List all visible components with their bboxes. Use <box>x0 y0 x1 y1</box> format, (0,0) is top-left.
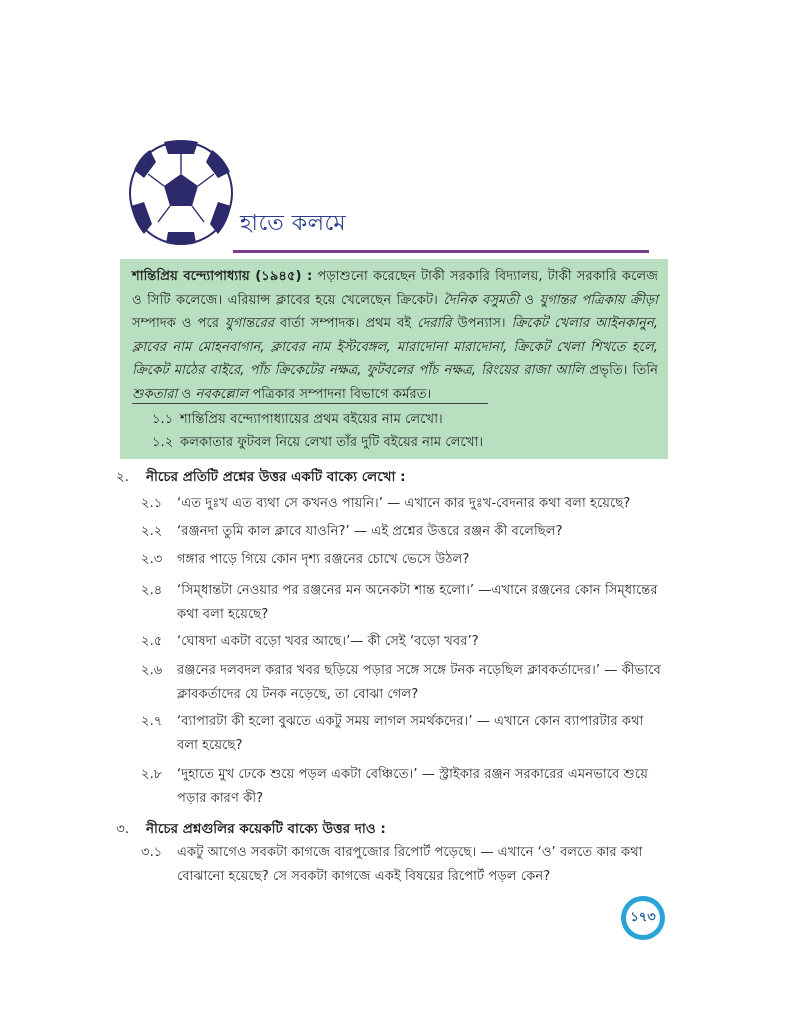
question-number: ২.৬ <box>141 663 163 678</box>
bio-italic: যুগান্তর পত্রিকায় ক্রীড়া <box>539 292 659 308</box>
question-text: ‘ব্যাপারটা কী হলো বুঝতে একটু সময় লাগল সমর্থকদের।’ — এখানে কোন ব্যাপারটার কথা বলা হয়েছে? <box>177 714 644 753</box>
question-number: ২.৭ <box>141 714 163 729</box>
question-item <box>141 841 666 889</box>
bio-line: উপন্যাস। <box>451 316 512 332</box>
question-text: শান্তিপ্রিয় বন্দ্যোপাধ্যায়ের প্রথম বইয়ের নাম লেখো। <box>180 412 443 427</box>
question-text: কলকাতার ফুটবল নিয়ে লেখা তাঁর দুটি বইয়ের নাম লেখো। <box>180 435 484 450</box>
question-item <box>141 520 666 544</box>
question-number: ১.১ <box>152 412 174 427</box>
question-item <box>141 659 666 707</box>
question-text: একটু আগেও সবকটা কাগজে বারপুজোর রিপোর্ট পড়েছে। — এখানে ‘ও’ বলতে কার কথা বোঝানো হয়েছে? সে সবকটা কাগজে একই বিষয়ের রিপোর্ট পড়ল কেন? <box>177 845 643 884</box>
bio-divider <box>132 403 488 404</box>
question-number: ২.৮ <box>141 767 163 782</box>
bio-italic: ক্রিকেট খেলার আইনকানুন, <box>511 316 658 332</box>
question-text: গঙ্গার পাড়ে গিয়ে কোন দৃশ্য রঞ্জনের চোখে ভেসে উঠল? <box>177 552 470 567</box>
bio-line: ও <box>518 292 540 308</box>
bio-question <box>152 432 483 454</box>
question-item <box>141 763 666 811</box>
question-item <box>141 579 666 627</box>
question-number: ২.৪ <box>141 583 163 598</box>
author-bio-box <box>120 259 668 459</box>
bio-italic: যুগান্তরের <box>225 316 274 332</box>
bio-line: প্রভৃতি। তিনি <box>584 363 659 379</box>
question-number: ৩.১ <box>141 845 163 860</box>
question-number: ২.২ <box>141 524 163 539</box>
bio-italic: ক্লাবের নাম মোহনবাগান, ক্লাবের নাম ইস্টবেঙ্গল, মারাদোনা মারাদোনা, ক্রিকেট খেলা শিখতে হলে, <box>132 339 658 355</box>
question-number: ২.৫ <box>141 634 163 649</box>
section-number: ২. <box>116 469 130 485</box>
section-3-heading <box>116 818 386 841</box>
bio-line: পড়াশুনো করেছেন টাকী সরকারি বিদ্যালয়, টাকী সরকারি কলেজ ও <box>132 269 658 308</box>
bio-italic: দেরারি <box>417 316 452 332</box>
bio-line: বার্তা সম্পাদক। প্রথম বই <box>273 316 418 332</box>
question-number: ২.৩ <box>141 552 163 567</box>
page-number: ১৭৩ <box>626 901 660 935</box>
bio-line: পত্রিকার সম্পাদনা বিভাগে কর্মরত। <box>248 386 432 402</box>
question-number: ২.১ <box>141 496 163 511</box>
question-text: ‘এত দুঃখ এত ব্যথা সে কখনও পায়নি।’ — এখানে কার দুঃখ-বেদনার কথা বলা হয়েছে? <box>177 496 631 511</box>
bio-line: সিটি কলেজে। এরিয়ান্স ক্লাবের হয়ে খেলেছেন ক্রিকেট। <box>147 292 444 308</box>
question-text: ‘ঘোষদা একটা বড়ো খবর আছে।’— কী সেই ‘বড়ো খবর’? <box>177 634 479 649</box>
question-item <box>141 548 666 572</box>
question-item <box>141 710 666 758</box>
question-item <box>141 492 666 516</box>
bio-italic: দৈনিক বসুমতী <box>443 292 519 308</box>
bio-italic: ক্রিকেট মাঠের বাইরে, পাঁচ ক্রিকেটের নক্ষত্র, ফুটবলের পাঁচ নক্ষত্র, রিংয়ের রাজা আলি <box>132 363 585 379</box>
question-text: ‘রঞ্জনদা তুমি কাল ক্লাবে যাওনি?’ — এই প্রশ্নের উত্তরে রঞ্জন কী বলেছিল? <box>177 524 563 539</box>
section-heading-text: নীচের প্রতিটি প্রশ্নের উত্তর একটি বাক্যে লেখো : <box>146 469 406 485</box>
section-number: ৩. <box>116 821 130 837</box>
bio-italic: নবকল্লোল <box>195 386 249 402</box>
football-icon <box>128 140 234 246</box>
title-underline <box>233 250 649 253</box>
question-text: ‘সিম্ধান্তটা নেওয়ার পর রঞ্জনের মন অনেকটা শান্ত হলো।’ —এখানে রঞ্জনের কোন সিম্ধান্তের কথা বলা হয়েছে? <box>177 583 658 622</box>
author-bio-text <box>132 265 658 407</box>
bio-question <box>152 409 443 431</box>
question-text: রঞ্জনের দলবদল করার খবর ছড়িয়ে পড়ার সঙ্গে সঙ্গে টনক নড়েছিল ক্লাবকর্তাদের।’ — কীভাবে ক্লাবকর্তাদের যে টনক নড়েছে, তা বোঝা গেল? <box>177 663 661 702</box>
bio-line: ও <box>177 386 196 402</box>
section-heading-text: নীচের প্রশ্নগুলির কয়েকটি বাক্যে উত্তর দাও : <box>146 821 386 837</box>
author-name: শান্তিপ্রিয় বন্দ্যোপাধ্যায় (১৯৪৫) : <box>132 269 313 284</box>
question-item <box>141 630 666 654</box>
section-2-heading <box>116 466 406 489</box>
page-number-badge <box>621 896 665 940</box>
question-text: ‘দুহাতে মুখ ঢেকে শুয়ে পড়ল একটা বেঞ্চিতে।’ — স্ট্রাইকার রঞ্জন সরকারের এমনভাবে শুয়ে পড়ার কারণ কী? <box>177 767 648 806</box>
bio-italic: শুকতারা <box>132 386 178 402</box>
question-number: ১.২ <box>152 435 174 450</box>
section-title: হাতে কলমে <box>240 211 347 236</box>
bio-line: সম্পাদক ও পরে <box>132 316 225 332</box>
